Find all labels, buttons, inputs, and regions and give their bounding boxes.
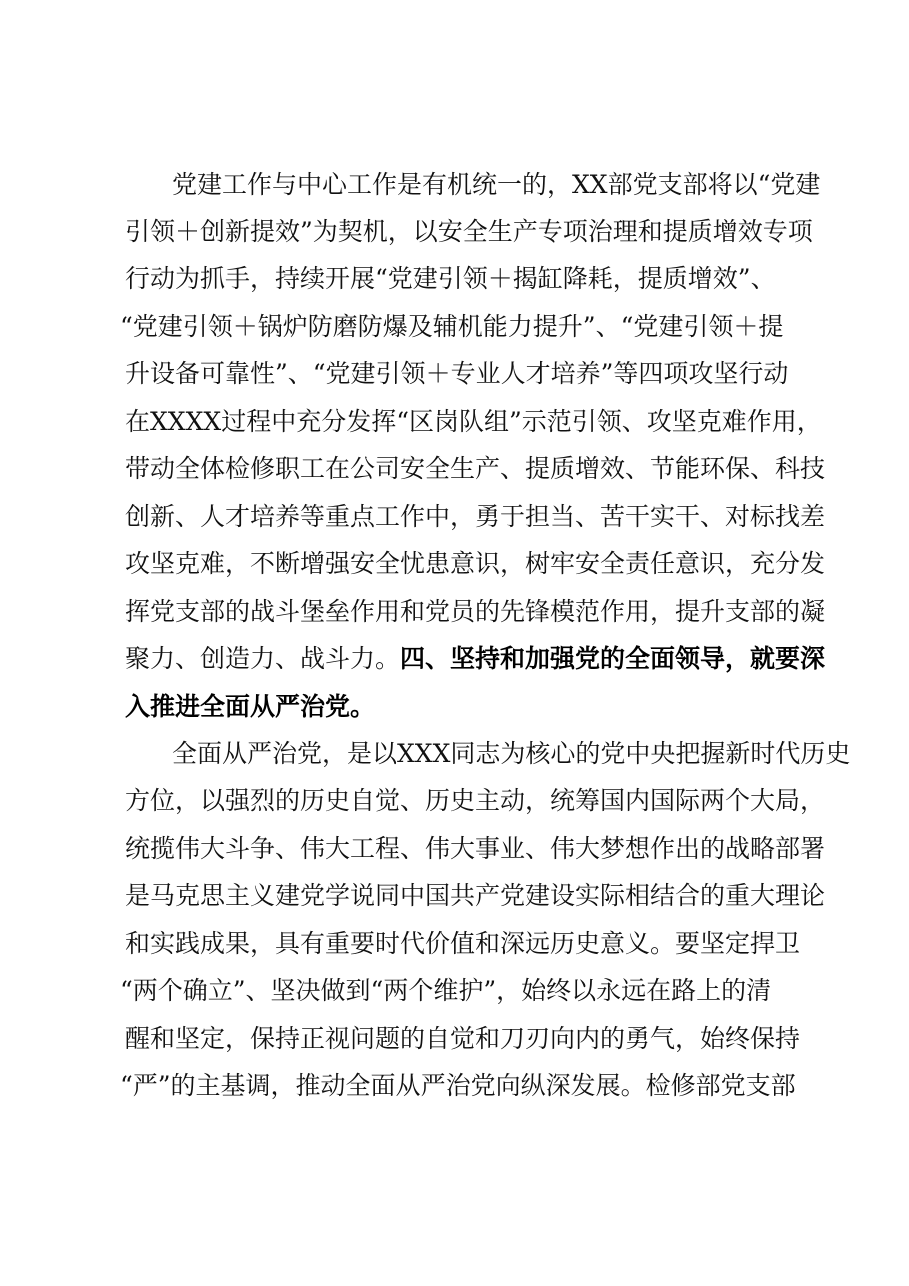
text-run: “两个确立”、坚决做到“两个维护”，始终以永远在路上的清 [120,976,772,1005]
text-run: 全面从严治党，是以XXX同志为核心的党中央把握新时代历史 [172,739,851,768]
text-run: 统揽伟大斗争、伟大工程、伟大事业、伟大梦想作出的战略部署 [125,834,826,863]
paragraph-line [0,307,909,347]
text-run: 引领＋创新提效”为契机，以安全生产专项治理和提质增效专项 [125,217,813,246]
text-run: 醒和坚定，保持正视问题的自觉和刀刃向内的勇气，始终保持 [125,1024,801,1053]
paragraph-line [0,592,909,632]
paragraph-line [0,259,909,299]
text-run: 带动全体检修职工在公司安全生产、提质增效、节能环保、科技 [125,454,826,483]
section-heading: 四、坚持和加强党的全面领导，就要深 [400,644,826,673]
paragraph-line [0,354,909,394]
section-heading-continued: 入推进全面从严治党。 [125,692,376,721]
paragraph-line [0,497,909,537]
text-run: 是马克思主义建党学说同中国共产党建设实际相结合的重大理论 [125,881,826,910]
paragraph-line [0,1066,909,1106]
paragraph-line [0,544,909,584]
paragraph-line [0,165,909,205]
paragraph-line [0,212,909,252]
paragraph-line [0,876,909,916]
paragraph-line [0,829,909,869]
text-run: 攻坚克难，不断增强安全忧患意识，树牢安全责任意识，充分发 [125,549,826,578]
text-run: “党建引领＋锅炉防磨防爆及辅机能力提升”、“党建引领＋提 [120,312,784,341]
text-run: 在XXXX过程中充分发挥“区岗队组”示范引领、攻坚克难作用， [125,407,822,436]
text-run: 方位，以强烈的历史自觉、历史主动，统筹国内国际两个大局， [125,786,826,815]
paragraph-line [0,924,909,964]
paragraph-line [0,734,909,774]
text-run: 创新、人才培养等重点工作中，勇于担当、苦干实干、对标找差 [125,502,826,531]
text-run: 党建工作与中心工作是有机统一的，XX部党支部将以“党建 [172,170,821,199]
paragraph-line [0,639,909,679]
paragraph-line [0,402,909,442]
paragraph-line [0,971,909,1011]
text-run: 和实践成果，具有重要时代价值和深远历史意义。要坚定捍卫 [125,929,801,958]
text-run: 挥党支部的战斗堡垒作用和党员的先锋模范作用，提升支部的凝 [125,597,826,626]
paragraph-line [0,687,909,727]
text-run: 升设备可靠性”、“党建引领＋专业人才培养”等四项攻坚行动 [125,359,789,388]
text-run: 行动为抓手，持续开展“党建引领＋揭缸降耗，提质增效”、 [125,264,776,293]
text-run: 聚力、创造力、战斗力。 [125,644,401,673]
paragraph-line [0,781,909,821]
paragraph-line [0,449,909,489]
paragraph-line [0,1019,909,1059]
text-run: “严”的主基调，推动全面从严治党向纵深发展。检修部党支部 [120,1071,796,1100]
